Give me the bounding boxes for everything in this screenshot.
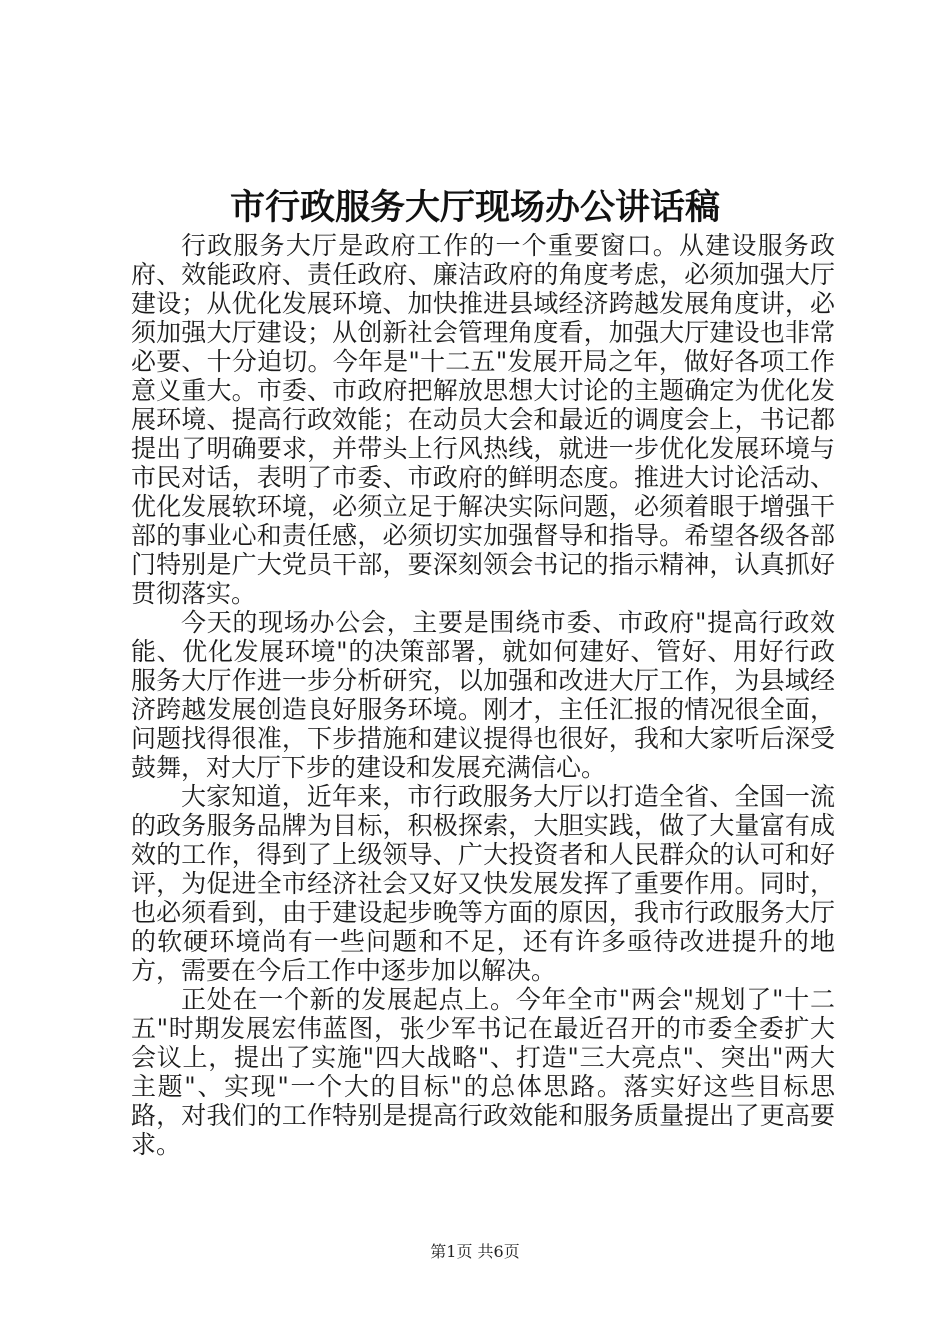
document-title: 市行政服务大厅现场办公讲话稿 [229, 187, 720, 228]
document-body [131, 231, 835, 1159]
paragraph: 正处在一个新的发展起点上。今年全市"两会"规划了"十二五"时期发展宏伟蓝图，张少军书记在最近召开的市委全委扩大会议上，提出了实施"四大战略"、打造"三大亮点"、突出"两大主题"、实现"一个大的目标"的总体思路。落实好这些目标思路，对我们的工作特别是提高行政效能和服务质量提出了更高要求。 [131, 985, 835, 1159]
paragraph: 大家知道，近年来，市行政服务大厅以打造全省、全国一流的政务服务品牌为目标，积极探索，大胆实践，做了大量富有成效的工作，得到了上级领导、广大投资者和人民群众的认可和好评，为促进全市经济社会又好又快发展发挥了重要作用。同时，也必须看到，由于建设起步晚等方面的原因，我市行政服务大厅的软硬环境尚有一些问题和不足，还有许多亟待改进提升的地方，需要在今后工作中逐步加以解决。 [131, 782, 835, 985]
page-number-footer: 第1页 共6页 [430, 1242, 520, 1261]
paragraph: 今天的现场办公会，主要是围绕市委、市政府"提高行政效能、优化发展环境"的决策部署，就如何建好、管好、用好行政服务大厅作进一步分析研究，以加强和改进大厅工作，为县域经济跨越发展创造良好服务环境。刚才，主任汇报的情况很全面，问题找得很准，下步措施和建议提得也很好，我和大家听后深受鼓舞，对大厅下步的建设和发展充满信心。 [131, 608, 835, 782]
paragraph: 行政服务大厅是政府工作的一个重要窗口。从建设服务政府、效能政府、责任政府、廉洁政府的角度考虑，必须加强大厅建设；从优化发展环境、加快推进县域经济跨越发展角度讲，必须加强大厅建设；从创新社会管理角度看，加强大厅建设也非常必要、十分迫切。今年是"十二五"发展开局之年，做好各项工作意义重大。市委、市政府把解放思想大讨论的主题确定为优化发展环境、提高行政效能；在动员大会和最近的调度会上，书记都提出了明确要求，并带头上行风热线，就进一步优化发展环境与市民对话，表明了市委、市政府的鲜明态度。推进大讨论活动、优化发展软环境，必须立足于解决实际问题，必须着眼于增强干部的事业心和责任感，必须切实加强督导和指导。希望各级各部门特别是广大党员干部，要深刻领会书记的指示精神，认真抓好贯彻落实。 [131, 231, 835, 608]
